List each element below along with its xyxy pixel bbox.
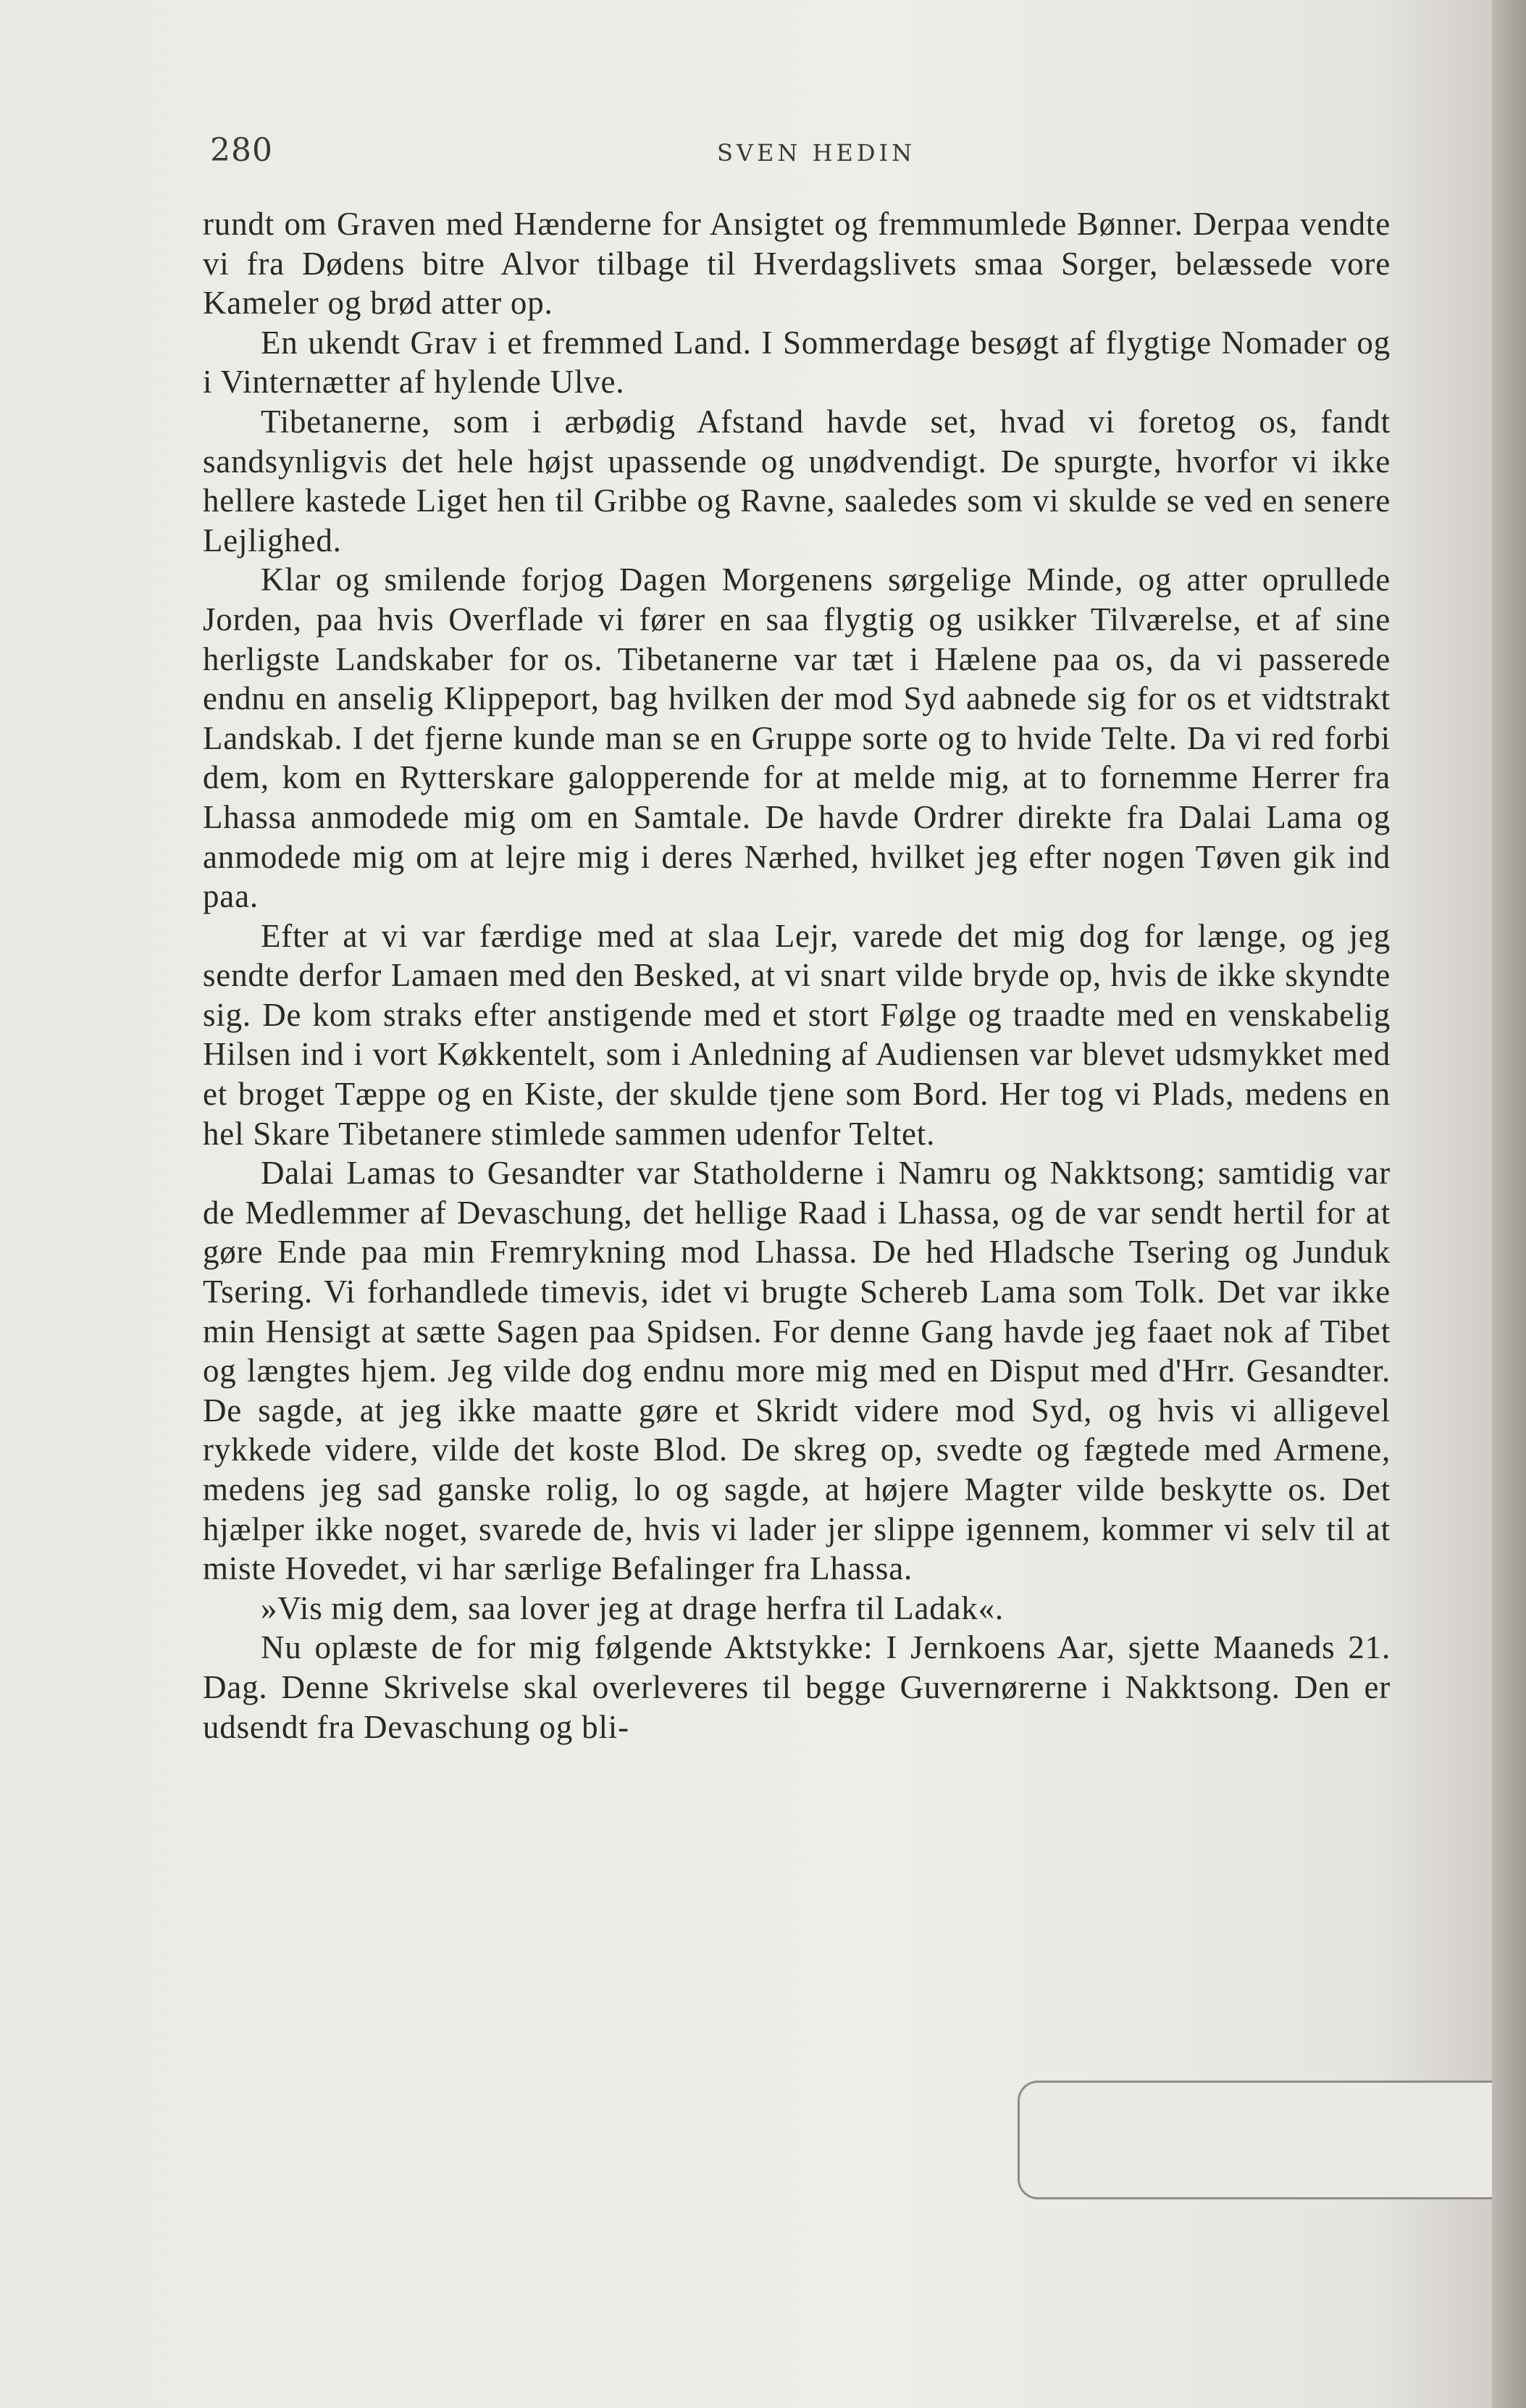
page-tab-marker xyxy=(1018,2081,1498,2199)
running-head: SVEN HEDIN xyxy=(717,139,916,167)
paragraph: Dalai Lamas to Gesandter var Statholderne i Namru og Nakktsong; samtidig var de Medlemmer af Devaschung, det hellige Raad i Lhassa, og de var sendt hertil for at gøre Ende paa min Fremrykning mod Lhassa. De hed Hladsche Tsering og Junduk Tsering. Vi forhandlede timevis, idet vi brugte Schereb Lama som Tolk. Det var ikke min Hensigt at sætte Sagen paa Spidsen. For denne Gang havde jeg faaet nok af Tibet og længtes hjem. Jeg vilde dog endnu more mig med en Disput med d'Hrr. Gesandter. De sagde, at jeg ikke maatte gøre et Skridt videre mod Syd, og hvis vi alligevel rykkede videre, vilde det koste Blod. De skreg op, svedte og fægtede med Armene, medens jeg sad ganske rolig, lo og sagde, at højere Magter vilde beskytte os. Det hjælper ikke noget, svarede de, hvis vi lader jer slippe igennem, kommer vi selv til at miste Hovedet, vi har særlige Befalinger fra Lhassa. xyxy=(203,1155,1391,1587)
paragraph: Nu oplæste de for mig følgende Aktstykke: I Jernkoens Aar, sjette Maaneds 21. Dag. Denne Skrivelse skal overleveres til begge Guvernørerne i Nakktsong. Den er udsendt fra Devaschung og bli- xyxy=(203,1629,1391,1745)
paragraph: rundt om Graven med Hænderne for Ansigtet og fremmumlede Bønner. Derpaa vendte vi fra Dødens bitre Alvor tilbage til Hverdagslivets smaa Sorger, belæssede vore Kameler og brød atter op. xyxy=(203,206,1391,322)
paragraph: En ukendt Grav i et fremmed Land. I Sommerdage besøgt af flygtige Nomader og i Vinternætter af hylende Ulve. xyxy=(203,324,1391,401)
paragraph: Klar og smilende forjog Dagen Morgenens sørgelige Minde, og atter oprullede Jorden, paa hvis Overflade vi fører en saa flygtig og usikker Tilværelse, et af sine herligste Landskaber for os. Tibetanerne var tæt i Hælene paa os, da vi passerede endnu en anselig Klippeport, bag hvilken der mod Syd aabnede sig for os et vidtstrakt Landskab. I det fjerne kunde man se en Gruppe sorte og to hvide Telte. Da vi red forbi dem, kom en Rytterskare galopperende for at melde mig, at to fornemme Herrer fra Lhassa anmodede mig om en Samtale. De havde Ordrer direkte fra Dalai Lama og anmodede mig om at lejre mig i deres Nærhed, hvilket jeg efter nogen Tøven gik ind paa. xyxy=(203,561,1391,915)
page-number: 280 xyxy=(210,132,273,169)
paragraph: Tibetanerne, som i ærbødig Afstand havde set, hvad vi foretog os, fandt sandsynligvis det hele højst upassende og unødvendigt. De spurgte, hvorfor vi ikke hellere kastede Liget hen til Gribbe og Ravne, saaledes som vi skulde se ved en senere Lejlighed. xyxy=(203,403,1391,559)
body-text xyxy=(203,204,1391,1747)
page-edge-shadow xyxy=(1492,0,1526,2408)
paragraph: Efter at vi var færdige med at slaa Lejr, varede det mig dog for længe, og jeg sendte derfor Lamaen med den Besked, at vi snart vilde bryde op, hvis de ikke skyndte sig. De kom straks efter anstigende med et stort Følge og traadte med en venskabelig Hilsen ind i vort Køkkentelt, som i Anledning af Audiensen var blevet udsmykket med et broget Tæppe og en Kiste, der skulde tjene som Bord. Her tog vi Plads, medens en hel Skare Tibetanere stimlede sammen udenfor Teltet. xyxy=(203,917,1391,1152)
paragraph: »Vis mig dem, saa lover jeg at drage herfra til Ladak«. xyxy=(261,1589,1004,1626)
